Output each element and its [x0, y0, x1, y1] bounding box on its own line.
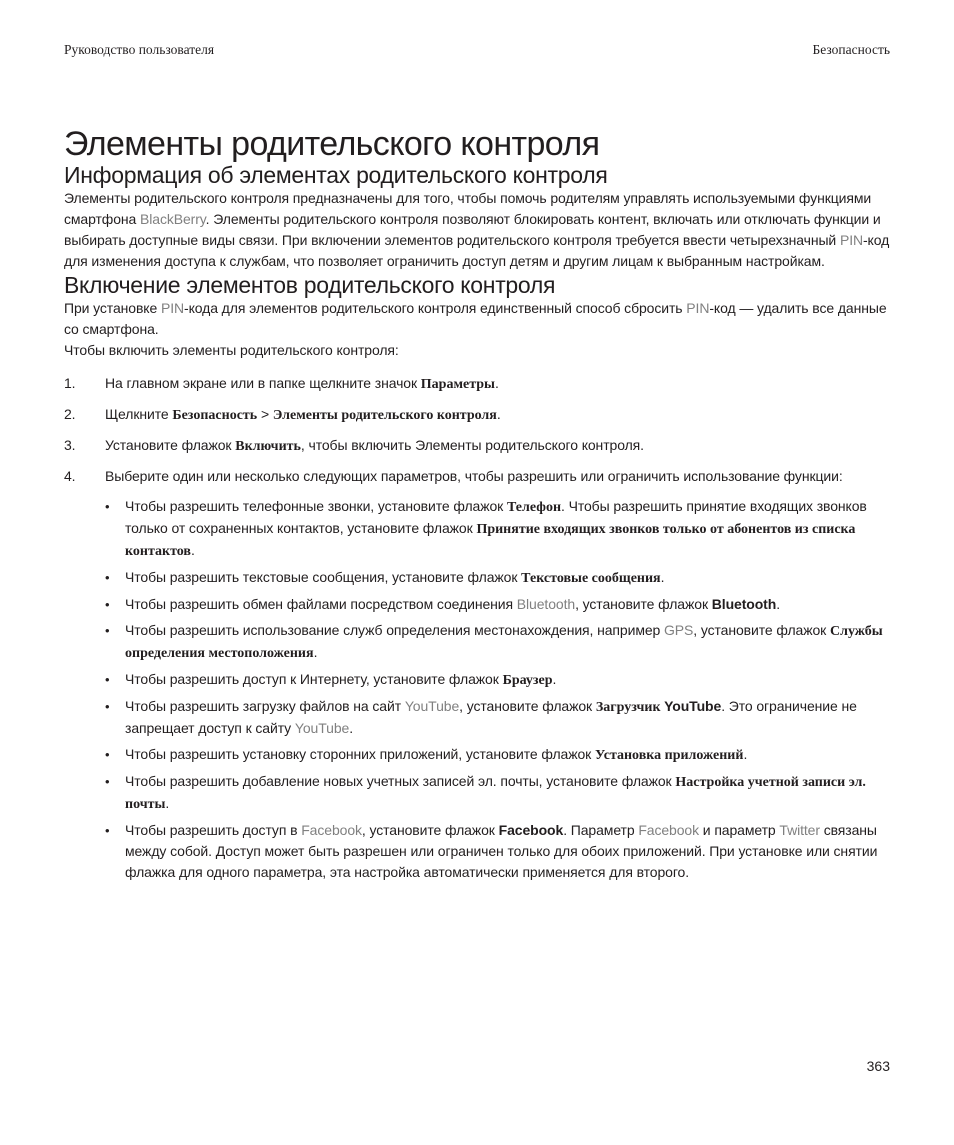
text-segment: Чтобы разрешить текстовые сообщения, установите флажок — [125, 569, 522, 585]
text-segment: Facebook — [638, 822, 700, 838]
text-segment: Bluetooth — [711, 596, 777, 612]
bullet-text — [125, 594, 890, 615]
text-segment: , установите флажок — [575, 596, 712, 612]
text-segment: PIN — [686, 300, 710, 316]
text-segment: , установите флажок — [459, 698, 596, 714]
text-segment: , установите флажок — [361, 822, 499, 838]
text-segment: -кода для элементов родительского контроля единственный способ сбросить — [184, 300, 687, 316]
text-segment: Чтобы разрешить добавление новых учетных записей эл. почты, установите флажок — [125, 773, 676, 789]
text-segment: . — [190, 542, 195, 558]
text-segment: Установите флажок — [105, 437, 236, 453]
bullet-text — [125, 820, 890, 883]
text-segment: . — [743, 746, 748, 762]
text-segment: YouTube — [664, 698, 722, 714]
text-segment: Параметры — [420, 377, 495, 392]
text-segment: Чтобы разрешить установку сторонних приложений, установите флажок — [125, 746, 595, 762]
text-segment: Элементы родительского контроля — [272, 408, 497, 423]
options-list — [64, 496, 890, 883]
text-segment: PIN — [160, 300, 185, 316]
header-chapter-label: Безопасность — [812, 42, 890, 57]
text-segment: Принятие входящих звонков только от абонентов из списка контактов — [125, 522, 856, 559]
text-segment: Выберите один или несколько следующих параметров, чтобы разрешить или ограничить использование функции: — [105, 468, 843, 484]
list-item — [105, 696, 890, 739]
text-segment: Чтобы разрешить загрузку файлов на сайт — [125, 698, 405, 714]
step-text — [105, 466, 890, 487]
text-segment: . Это ограничение не запрещает доступ к сайту — [125, 698, 857, 736]
text-segment: GPS — [664, 622, 694, 638]
page-footer — [867, 1058, 890, 1074]
step-item — [64, 466, 890, 487]
page-title: Элементы родительского контроля — [64, 125, 600, 163]
section-enable-lead — [64, 340, 890, 361]
text-segment: . — [552, 671, 557, 687]
bullet-icon: • — [105, 699, 110, 714]
section-heading-enable: Включение элементов родительского контроля — [64, 272, 556, 298]
text-segment: Facebook — [498, 822, 564, 838]
list-item — [105, 744, 890, 766]
step-item — [64, 404, 890, 426]
bullet-icon: • — [105, 672, 110, 687]
text-segment: Facebook — [301, 822, 362, 838]
text-segment: Щелкните — [105, 406, 173, 422]
step-number: 3. — [64, 437, 76, 453]
bullet-text — [125, 620, 890, 664]
page-number: 363 — [866, 1058, 890, 1074]
bullet-icon: • — [105, 597, 110, 612]
list-item — [105, 594, 890, 615]
text-segment: Включить — [235, 439, 301, 454]
text-segment: . — [494, 375, 499, 391]
text-segment: PIN — [839, 232, 863, 248]
list-item — [105, 820, 890, 883]
text-segment: Службы определения местоположения — [125, 624, 883, 661]
running-header — [64, 42, 890, 58]
text-segment: . Параметр — [563, 822, 639, 838]
text-segment: . — [165, 795, 170, 811]
list-item — [105, 620, 890, 664]
text-segment: . — [496, 406, 501, 422]
section-enable-intro — [64, 298, 890, 340]
step-number: 1. — [64, 375, 76, 391]
text-segment: Браузер — [502, 673, 553, 688]
bullet-text — [125, 567, 890, 589]
bullet-icon: • — [105, 747, 110, 762]
text-segment: BlackBerry — [140, 211, 206, 227]
text-segment: Текстовые сообщения — [521, 571, 661, 586]
text-segment: . — [313, 644, 318, 660]
text-segment: -код — удалить все данные со смартфона. — [64, 300, 887, 337]
text-segment: Чтобы включить элементы родительского контроля: — [64, 342, 399, 358]
text-segment: . — [349, 720, 353, 736]
step-text — [105, 373, 890, 395]
bullet-text — [125, 771, 890, 815]
step-item — [64, 435, 890, 457]
bullet-text — [125, 496, 890, 562]
text-segment: Чтобы разрешить доступ в — [125, 822, 302, 838]
bullet-icon: • — [105, 774, 110, 789]
text-segment: -код для изменения доступа к службам, что позволяет ограничить доступ детям и другим лицам к выбранным настройкам. — [64, 232, 890, 269]
text-segment: . Чтобы разрешить принятие входящих звонков только от сохраненных контактов, установите флажок — [125, 498, 867, 536]
bullet-icon: • — [105, 570, 110, 585]
section-heading-info: Информация об элементах родительского контроля — [64, 162, 608, 188]
text-segment: Настройка учетной записи эл. почты — [125, 775, 866, 812]
text-segment: При установке — [64, 300, 161, 316]
bullet-icon: • — [105, 823, 110, 838]
step-text — [105, 435, 890, 457]
text-segment: YouTube — [404, 698, 460, 714]
text-segment: Чтобы разрешить телефонные звонки, установите флажок — [125, 498, 507, 514]
text-segment: , установите флажок — [693, 622, 830, 638]
text-segment: На главном экране или в папке щелкните значок — [105, 375, 421, 391]
text-segment: Загрузчик — [595, 700, 665, 715]
text-segment: , чтобы включить Элементы родительского контроля. — [300, 437, 644, 453]
text-segment: . Элементы родительского контроля позволяют блокировать контент, включать или отключать функции и выбирать доступные виды связи. При включении элементов родительского контроля требуется ввести четырехзначный — [64, 211, 881, 248]
text-segment: > — [257, 406, 273, 422]
step-number: 4. — [64, 468, 76, 484]
bullet-text — [125, 744, 890, 766]
text-segment: Twitter — [779, 822, 820, 838]
section-info-paragraph — [64, 188, 890, 272]
header-guide-label: Руководство пользователя — [64, 42, 215, 57]
bullet-text — [125, 696, 890, 739]
bullet-text — [125, 669, 890, 691]
text-segment: . — [776, 596, 780, 612]
list-item — [105, 496, 890, 562]
list-item — [105, 567, 890, 589]
text-segment: Чтобы разрешить доступ к Интернету, установите флажок — [125, 671, 503, 687]
steps-list — [64, 373, 890, 487]
text-segment: Элементы родительского контроля предназначены для того, чтобы помочь родителям управлять используемыми функциями смартфона — [64, 190, 872, 227]
text-segment: и параметр — [699, 822, 780, 838]
text-segment: Установка приложений — [594, 748, 744, 763]
bullet-icon: • — [105, 499, 110, 514]
text-segment: Чтобы разрешить использование служб определения местонахождения, например — [125, 622, 665, 638]
step-item — [64, 373, 890, 395]
bullet-icon: • — [105, 623, 110, 638]
text-segment: Безопасность — [172, 408, 258, 423]
text-segment: YouTube — [294, 720, 350, 736]
step-number: 2. — [64, 406, 76, 422]
step-text — [105, 404, 890, 426]
text-segment: . — [660, 569, 665, 585]
list-item — [105, 669, 890, 691]
text-segment: Чтобы разрешить обмен файлами посредством соединения — [125, 596, 517, 612]
list-item — [105, 771, 890, 815]
text-segment: Bluetooth — [516, 596, 576, 612]
text-segment: связаны между собой. Доступ может быть разрешен или ограничен только для обоих приложений. При установке или снятии флажка для одного параметра, эта настройка автоматически применяется для второго. — [125, 822, 878, 880]
text-segment: Телефон — [507, 500, 562, 515]
